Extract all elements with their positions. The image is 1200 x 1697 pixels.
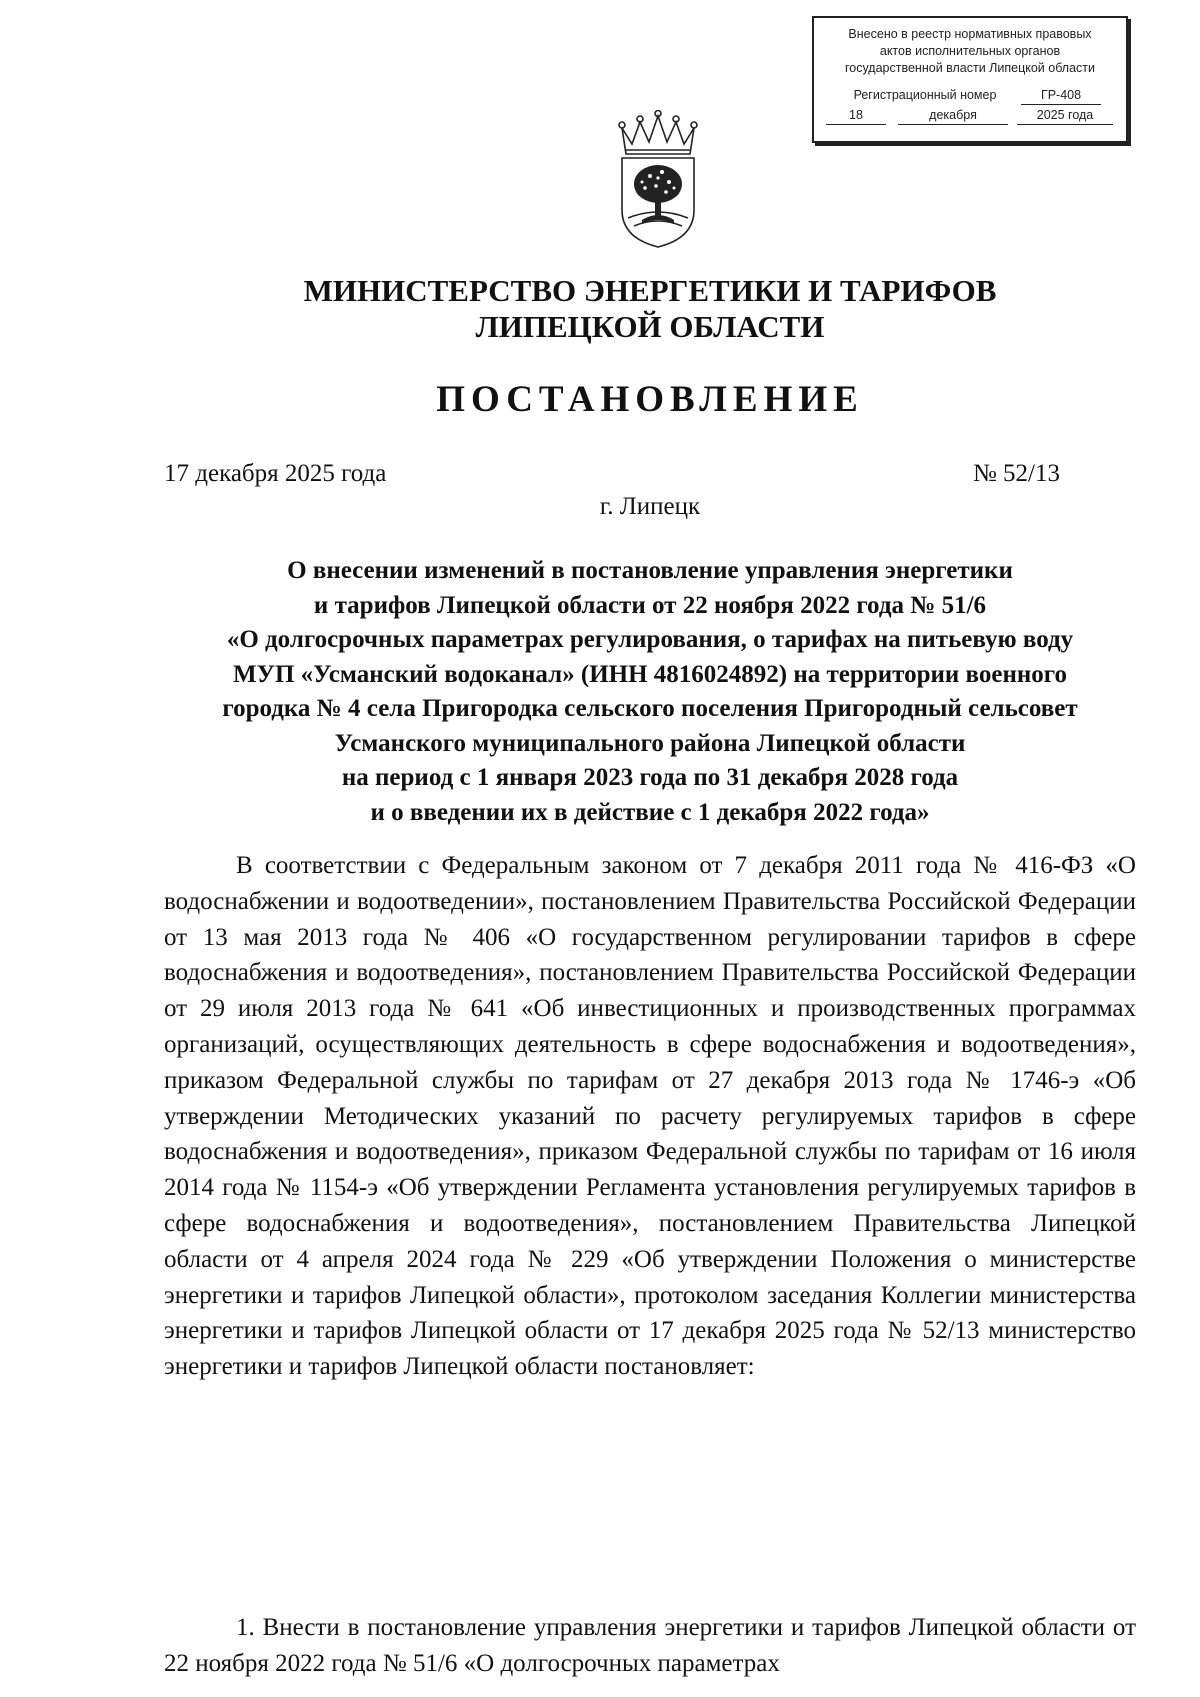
- title-line: «О долгосрочных параметрах регулирования, о тарифах на питьевую воду: [226, 626, 1074, 653]
- stamp-date-row: [814, 107, 1126, 125]
- stamp-year: 2025 года: [1017, 107, 1113, 125]
- title-line: и тарифов Липецкой области от 22 ноября 2022 года № 51/6: [313, 591, 987, 619]
- stamp-reg-number: ГР-408: [1021, 87, 1101, 105]
- title-line: городка № 4 села Пригородка сельского поселения Пригородный сельсовет: [222, 695, 1078, 722]
- registry-stamp: [812, 16, 1128, 143]
- stamp-month: декабря: [898, 107, 1008, 125]
- document-date: 17 декабря 2025 года: [164, 460, 387, 487]
- stamp-line-2: актов исполнительных органов: [879, 44, 1061, 58]
- ministry-line-1: МИНИСТЕРСТВО ЭНЕРГЕТИКИ И ТАРИФОВ: [303, 273, 997, 308]
- lipetsk-coat-of-arms-icon: [612, 110, 704, 250]
- stamp-day: 18: [826, 107, 886, 125]
- document-title: [150, 554, 1150, 830]
- document-type: ПОСТАНОВЛЕНИЕ: [436, 379, 864, 420]
- title-line: на период с 1 января 2023 года по 31 декабря 2028 года: [341, 764, 959, 791]
- clause-1-paragraph: 1. Внести в постановление управления энергетики и тарифов Липецкой области от 22 ноября 2022 года № 51/6 «О долгосрочных параметрах: [164, 1614, 1136, 1677]
- title-line: МУП «Усманский водоканал» (ИНН 4816024892) на территории военного: [233, 660, 1067, 688]
- stamp-registration-row: [814, 87, 1126, 105]
- title-line: и о введении их в действие с 1 декабря 2022 года»: [370, 798, 930, 826]
- stamp-reg-label: Регистрационный номер: [853, 88, 997, 102]
- ministry-name: [200, 273, 1100, 345]
- ministry-line-2: ЛИПЕЦКОЙ ОБЛАСТИ: [475, 309, 825, 344]
- stamp-line-3: государственной власти Липецкой области: [844, 61, 1096, 75]
- document-number: № 52/13: [972, 460, 1060, 487]
- stamp-line-1: Внесено в реестр нормативных правовых: [848, 27, 1092, 41]
- title-line: Усманского муниципального района Липецкой области: [334, 729, 966, 757]
- preamble-paragraph: В соответствии с Федеральным законом от 7 декабря 2011 года № 416-ФЗ «О водоснабжении и водоотведении», постановлением Правительства Российской Федерации от 13 мая 2013 года № 406 «О государственном регулировании тарифов в сфере водоснабжения и водоотведения», постановлением Правительства Российской Федерации от 29 июля 2013 года № 641 «Об инвестиционных и производственных программах организаций, осуществляющих деятельность в сфере водоснабжения и водоотведения», приказом Федеральной службы по тарифам от 27 декабря 2013 года № 1746-э «Об утверждении Методических указаний по расчету регулируемых тарифов в сфере водоснабжения и водоотведения», приказом Федеральной службы по тарифам от 16 июля 2014 года № 1154-э «Об утверждении Регламента установления регулируемых тарифов в сфере водоснабжения и водоотведения», постановлением Правительства Липецкой области от 4 апреля 2024 года № 229 «Об утверждении Положения о министерстве энергетики и тарифов Липецкой области», протоколом заседания Коллегии министерства энергетики и тарифов Липецкой области от 17 декабря 2025 года № 52/13 министерство энергетики и тарифов Липецкой области постановляет:: [164, 852, 1136, 1381]
- title-line: О внесении изменений в постановление управления энергетики: [287, 557, 1013, 584]
- document-city: г. Липецк: [599, 493, 701, 520]
